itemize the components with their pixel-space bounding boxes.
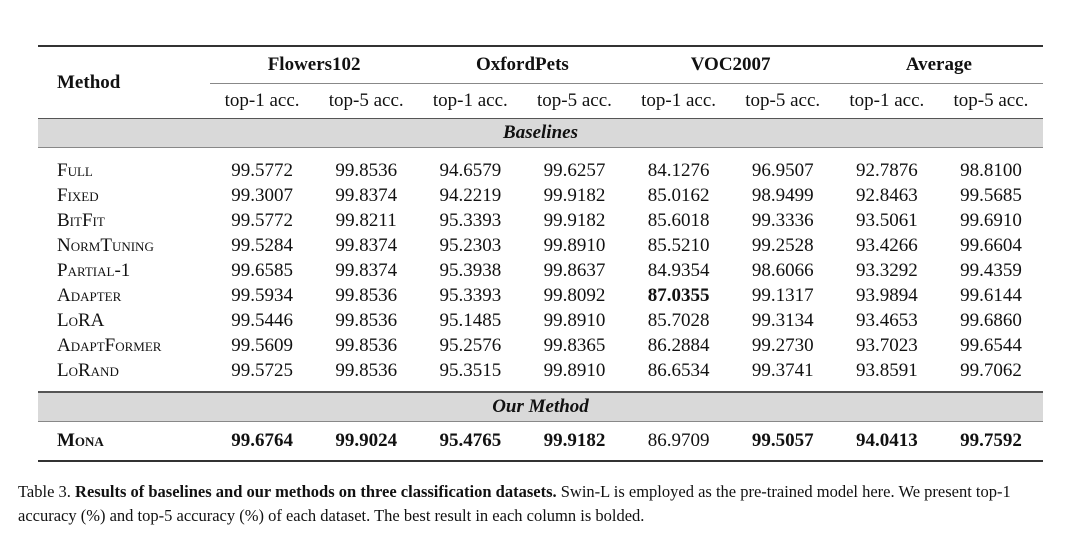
value-cell: 85.0162 [647, 184, 710, 206]
value-cell: 86.2884 [647, 334, 710, 356]
value-cell: 99.9182 [543, 184, 606, 206]
value-cell: 99.3007 [231, 184, 293, 206]
value-cell: 99.8536 [335, 159, 398, 181]
value-cell: 93.5061 [855, 209, 918, 231]
value-cell: 99.8910 [522, 358, 626, 392]
results-table [38, 45, 1043, 462]
value-cell: 99.5725 [210, 358, 314, 392]
value-cell: 99.9182 [522, 422, 626, 462]
metric-header: top-5 acc. [731, 84, 835, 119]
value-cell: 99.6585 [231, 259, 293, 281]
value-cell: 99.8536 [314, 358, 418, 392]
dataset-header-row [38, 46, 1043, 84]
method-name: NormTuning [57, 234, 154, 256]
value-cell: 99.8910 [543, 309, 606, 331]
value-cell: 99.2528 [751, 234, 814, 256]
value-cell: 99.7062 [939, 358, 1043, 392]
value-cell: 99.6257 [543, 159, 606, 181]
table-row [38, 308, 1043, 333]
value-cell: 93.7023 [855, 334, 918, 356]
metric-header: top-1 acc. [835, 84, 939, 119]
value-cell: 95.3515 [418, 358, 522, 392]
value-cell: 99.6144 [960, 284, 1022, 306]
section-band [38, 119, 1043, 148]
value-cell: 95.3393 [439, 284, 502, 306]
value-cell: 99.8374 [335, 234, 398, 256]
value-cell: 99.3336 [751, 209, 814, 231]
value-cell: 85.7028 [647, 309, 710, 331]
metric-header: top-1 acc. [418, 84, 522, 119]
method-header: Method [38, 46, 210, 119]
value-cell: 84.1276 [647, 159, 710, 181]
dataset-header: VOC2007 [627, 46, 835, 84]
value-cell: 99.8365 [543, 334, 606, 356]
value-cell: 95.1485 [439, 309, 502, 331]
metric-header: top-5 acc. [314, 84, 418, 119]
value-cell: 93.8591 [835, 358, 939, 392]
metric-header: top-1 acc. [210, 84, 314, 119]
value-cell: 93.4653 [855, 309, 918, 331]
value-cell: 99.7592 [939, 422, 1043, 462]
table-caption [18, 480, 1068, 528]
value-cell: 99.8374 [335, 259, 398, 281]
value-cell: 95.3393 [439, 209, 502, 231]
method-name: BitFit [57, 209, 105, 231]
table-row [38, 258, 1043, 283]
value-cell: 92.8463 [855, 184, 918, 206]
method-name: Mona [38, 422, 210, 462]
dataset-header: OxfordPets [418, 46, 626, 84]
metric-header: top-5 acc. [939, 84, 1043, 119]
value-cell: 99.5934 [231, 284, 293, 306]
method-name: Partial-1 [57, 259, 131, 281]
caption-text: Swin-L is employed as the pre-trained model here. We present top-1 accuracy (%) and top-5 accuracy (%) of each dataset. The best result in each column is bolded. [18, 482, 1011, 525]
value-cell: 86.6534 [627, 358, 731, 392]
table-row [38, 233, 1043, 258]
value-cell: 99.6764 [210, 422, 314, 462]
value-cell: 99.5609 [231, 334, 293, 356]
value-cell: 94.2219 [439, 184, 502, 206]
section-band [38, 392, 1043, 422]
value-cell: 93.3292 [855, 259, 918, 281]
value-cell: 94.0413 [835, 422, 939, 462]
value-cell: 93.4266 [855, 234, 918, 256]
method-name: LoRA [57, 309, 105, 331]
value-cell: 99.9024 [314, 422, 418, 462]
value-cell: 99.8637 [543, 259, 606, 281]
value-cell: 98.6066 [751, 259, 814, 281]
dataset-header: Flowers102 [210, 46, 418, 84]
value-cell: 99.1317 [751, 284, 814, 306]
value-cell: 99.8092 [543, 284, 606, 306]
value-cell: 99.5772 [231, 159, 293, 181]
method-name: LoRand [38, 358, 210, 392]
value-cell: 99.8374 [335, 184, 398, 206]
value-cell: 99.8910 [543, 234, 606, 256]
method-name: AdaptFormer [57, 334, 162, 356]
value-cell: 98.9499 [751, 184, 814, 206]
table-row [38, 358, 1043, 392]
section-label: Our Method [38, 392, 1043, 422]
value-cell: 99.5685 [960, 184, 1022, 206]
table-row [38, 283, 1043, 308]
value-cell: 93.9894 [855, 284, 918, 306]
value-cell: 99.8536 [335, 284, 398, 306]
value-cell: 95.4765 [418, 422, 522, 462]
method-name: Adapter [57, 284, 122, 306]
method-name: Full [57, 159, 93, 181]
caption-title: Results of baselines and our methods on three classification datasets. [75, 482, 557, 501]
value-cell: 95.2303 [439, 234, 502, 256]
value-cell: 99.3134 [751, 309, 814, 331]
value-cell: 99.8211 [335, 209, 397, 231]
value-cell: 99.4359 [960, 259, 1022, 281]
value-cell: 99.5057 [731, 422, 835, 462]
method-name: Fixed [57, 184, 99, 206]
value-cell: 84.9354 [647, 259, 710, 281]
metric-header: top-1 acc. [627, 84, 731, 119]
value-cell: 99.9182 [543, 209, 606, 231]
value-cell: 99.5446 [231, 309, 293, 331]
value-cell: 86.9709 [627, 422, 731, 462]
caption-label: Table 3. [18, 482, 71, 501]
table-row [38, 148, 1043, 184]
value-cell: 94.6579 [439, 159, 502, 181]
value-cell: 99.3741 [731, 358, 835, 392]
value-cell: 99.5772 [231, 209, 293, 231]
value-cell: 99.5284 [231, 234, 293, 256]
table-row [38, 183, 1043, 208]
value-cell: 87.0355 [647, 284, 710, 306]
value-cell: 99.2730 [751, 334, 814, 356]
value-cell: 98.8100 [960, 159, 1022, 181]
value-cell: 99.6910 [960, 209, 1022, 231]
value-cell: 99.8536 [335, 334, 398, 356]
value-cell: 95.2576 [439, 334, 502, 356]
value-cell: 85.6018 [647, 209, 710, 231]
value-cell: 96.9507 [751, 159, 814, 181]
table-row [38, 422, 1043, 462]
value-cell: 92.7876 [855, 159, 918, 181]
value-cell: 99.6860 [960, 309, 1022, 331]
dataset-header: Average [835, 46, 1043, 84]
value-cell: 99.6604 [960, 234, 1022, 256]
metric-header: top-5 acc. [522, 84, 626, 119]
value-cell: 99.6544 [960, 334, 1022, 356]
value-cell: 99.8536 [335, 309, 398, 331]
table-row [38, 333, 1043, 358]
value-cell: 85.5210 [647, 234, 710, 256]
table-row [38, 208, 1043, 233]
value-cell: 95.3938 [439, 259, 502, 281]
section-label: Baselines [38, 119, 1043, 148]
